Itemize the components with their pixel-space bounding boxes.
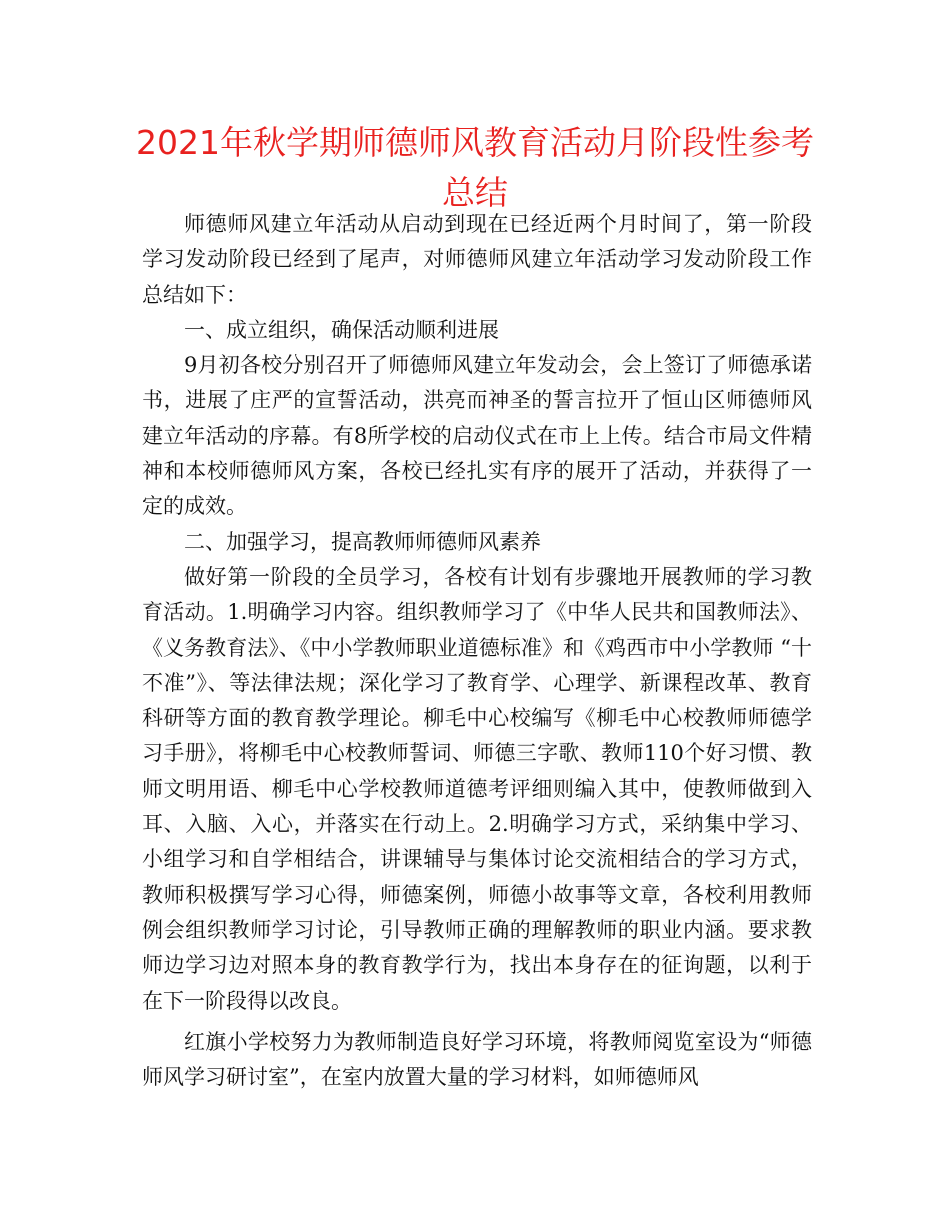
paragraph-intro: 师德师风建立年活动从启动到现在已经近两个月时间了，第一阶段学习发动阶段已经到了尾声，对师德师风建立年活动学习发动阶段工作总结如下： bbox=[142, 212, 812, 307]
paragraph-hongqi: 红旗小学校努力为教师制造良好学习环境，将教师阅览室设为“师德师风学习研讨室”，在室内放置大量的学习材料，如师德师风 bbox=[142, 1029, 812, 1090]
title-line-2: 总结 bbox=[442, 173, 508, 212]
section-heading-2: 二、加强学习，提高教师师德师风素养 bbox=[184, 529, 541, 554]
paragraph-section-2: 做好第一阶段的全员学习，各校有计划有步骤地开展教师的学习教育活动。1.明确学习内容。组织教师学习了《中华人民共和国教师法》、《义务教育法》、《中小学教师职业道德标准》和《鸡西市中小学教师 “十不准”》、等法律法规；深化学习了教育学、心理学、新课程改革、教育科研等方面的教育教学理论。柳毛中心校编写《柳毛中心校教师师德学习手册》，将柳毛中心校教师誓词、师德三字歌、教师110个好习惯、教师文明用语、柳毛中心学校教师道德考评细则编入其中，使教师做到入耳、入脑、入心，并落实在行动上。2.明确学习方式，采纳集中学习、小组学习和自学相结合，讲课辅导与集体讨论交流相结合的学习方式，教师积极撰写学习心得，师德案例，师德小故事等文章，各校利用教师例会组织教师学习讨论，引导教师正确的理解教师的职业内涵。要求教师边学习边对照本身的教育教学行为，找出本身存在的征询题，以利于在下一阶段得以改良。 bbox=[142, 564, 812, 1013]
document-title bbox=[120, 118, 830, 218]
title-line-1: 2021年秋学期师德师风教育活动月阶段性参考 bbox=[136, 123, 814, 162]
section-heading-1: 一、成立组织，确保活动顺利进展 bbox=[184, 317, 499, 342]
paragraph-section-1: 9月初各校分别召开了师德师风建立年发动会，会上签订了师德承诺书，进展了庄严的宣誓活动，洪亮而神圣的誓言拉开了恒山区师德师风建立年活动的序幕。有8所学校的启动仪式在市上上传。结合市局文件精神和本校师德师风方案，各校已经扎实有序的展开了活动，并获得了一定的成效。 bbox=[142, 353, 812, 519]
document-body bbox=[142, 207, 812, 1095]
